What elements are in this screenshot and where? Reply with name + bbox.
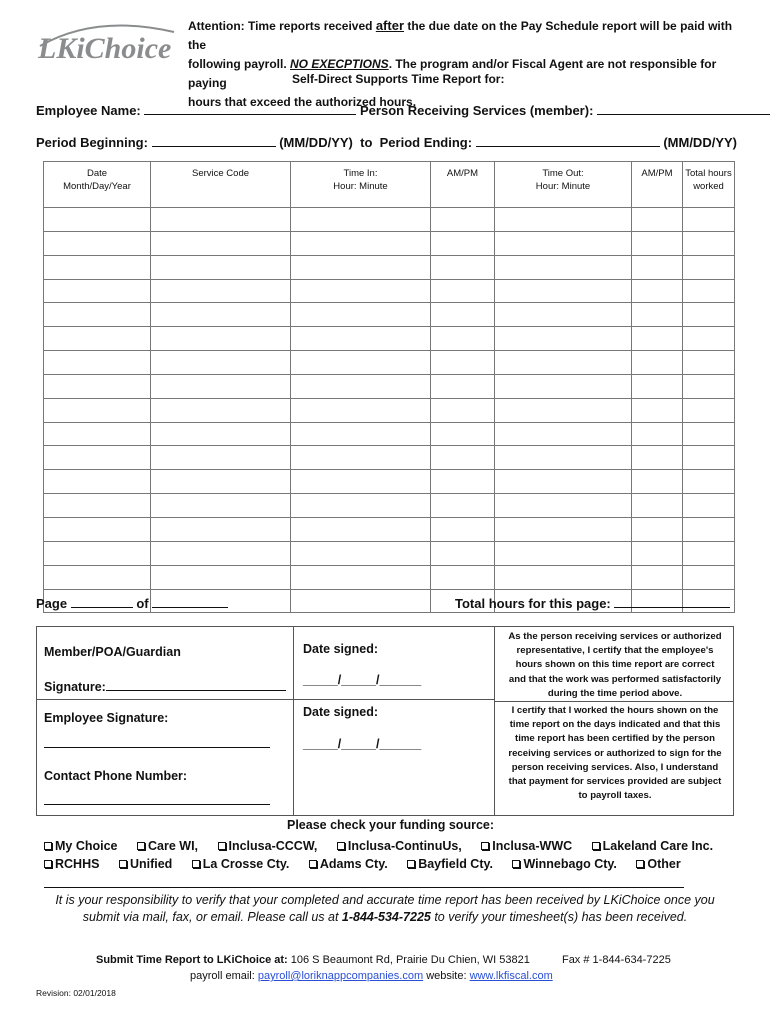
table-cell[interactable] (44, 517, 151, 541)
funding-option-adams[interactable]: Adams Cty. (309, 857, 388, 871)
table-cell[interactable] (151, 446, 291, 470)
table-cell[interactable] (291, 541, 431, 565)
checkbox-icon[interactable] (192, 860, 200, 868)
table-cell[interactable] (683, 279, 735, 303)
signature-divider-1 (293, 627, 294, 815)
table-cell[interactable] (44, 231, 151, 255)
time-entry-rows (44, 208, 735, 613)
header-total-hours: Total hours worked (683, 162, 735, 208)
table-cell[interactable] (44, 303, 151, 327)
contact-phone-field[interactable] (44, 804, 270, 805)
table-cell[interactable] (495, 327, 632, 351)
member-poa-guardian-label: Member/POA/Guardian (44, 645, 181, 659)
table-cell[interactable] (44, 208, 151, 232)
table-row (44, 446, 735, 470)
table-cell[interactable] (431, 446, 495, 470)
table-row (44, 470, 735, 494)
table-cell[interactable] (632, 565, 683, 589)
lkichoice-logo (36, 22, 176, 62)
time-entry-table (43, 161, 735, 613)
table-cell[interactable] (632, 303, 683, 327)
table-cell[interactable] (431, 374, 495, 398)
funding-option-inclusa-continuus[interactable]: Inclusa-ContinuUs, (337, 839, 462, 853)
table-cell[interactable] (431, 255, 495, 279)
table-cell[interactable] (44, 279, 151, 303)
employee-name-field[interactable] (144, 103, 356, 115)
table-cell[interactable] (44, 565, 151, 589)
table-cell[interactable] (683, 470, 735, 494)
email-link[interactable]: payroll@loriknappcompanies.com (257, 970, 424, 982)
table-cell[interactable] (431, 208, 495, 232)
table-cell[interactable] (44, 541, 151, 565)
table-cell[interactable] (683, 446, 735, 470)
period-fields-row (36, 135, 737, 150)
total-hours-label: Total hours for this page: (455, 596, 611, 611)
table-cell[interactable] (495, 208, 632, 232)
table-row (44, 279, 735, 303)
table-cell[interactable] (495, 565, 632, 589)
funding-divider (44, 887, 684, 888)
table-cell[interactable] (495, 422, 632, 446)
table-cell[interactable] (291, 422, 431, 446)
table-cell[interactable] (44, 494, 151, 518)
period-ending-label: Period Ending: (379, 135, 473, 150)
header-am-pm-out: AM/PM (632, 162, 683, 208)
table-cell[interactable] (632, 398, 683, 422)
table-cell[interactable] (683, 494, 735, 518)
table-cell[interactable] (632, 470, 683, 494)
to-label: to (360, 135, 373, 150)
phone-number: 1-844-534-7225 (341, 910, 431, 924)
table-cell[interactable] (44, 446, 151, 470)
employee-certification: I certify that I worked the hours shown on the time report on the days indicated and that this time report has been certified by the person receiving services or authorized to sign for the person receiving services. Also, I understand that payment for services provided are subject to payroll taxes. (508, 705, 722, 802)
employee-signature-field[interactable] (44, 747, 270, 748)
funding-row-2 (44, 857, 697, 871)
period-beginning-label: Period Beginning: (36, 135, 148, 150)
funding-row-1 (44, 839, 729, 853)
table-cell[interactable] (495, 231, 632, 255)
table-cell[interactable] (495, 398, 632, 422)
signature-section (36, 626, 734, 816)
verification-notice: It is your responsibility to verify that your completed and accurate time report has been received by LKiChoice once you submit via mail, fax, or email. Please call us at 1-844-534-7225 to verify your timesheet(s) has been received. (55, 893, 715, 924)
submit-label: Submit Time Report to LKiChoice at: (96, 954, 288, 966)
period-beginning-field[interactable] (152, 135, 276, 147)
table-row (44, 255, 735, 279)
table-cell[interactable] (683, 565, 735, 589)
table-cell[interactable] (151, 494, 291, 518)
table-cell[interactable] (431, 565, 495, 589)
table-cell[interactable] (431, 470, 495, 494)
table-cell[interactable] (151, 470, 291, 494)
table-cell[interactable] (495, 517, 632, 541)
attention-line-3: hours that exceed the authorized hours. (188, 95, 417, 109)
table-row (44, 231, 735, 255)
page-counter (36, 596, 228, 611)
table-row (44, 398, 735, 422)
funding-option-winnebago[interactable]: Winnebago Cty. (512, 857, 616, 871)
funding-option-other[interactable]: Other (636, 857, 680, 871)
table-cell[interactable] (151, 374, 291, 398)
table-cell[interactable] (431, 279, 495, 303)
signature-row-divider (37, 699, 494, 700)
page-total-field[interactable] (152, 596, 228, 608)
table-cell[interactable] (291, 208, 431, 232)
table-row (44, 351, 735, 375)
of-label: of (136, 596, 149, 611)
checkbox-icon[interactable] (137, 842, 145, 850)
table-cell[interactable] (632, 517, 683, 541)
date-signed-label-2: Date signed: (303, 705, 379, 719)
total-hours-field[interactable] (614, 596, 730, 608)
table-cell[interactable] (683, 422, 735, 446)
member-signature-row (44, 679, 286, 694)
attention-notice (188, 16, 748, 112)
table-cell[interactable] (151, 303, 291, 327)
member-certification: As the person receiving services or authorized representative, I certify that the employee's hours shown on this time report are correct and that the work was performed satisfactorily during the time period above. (508, 631, 722, 699)
funding-source-title: Please check your funding source: (287, 818, 495, 832)
table-cell[interactable] (495, 541, 632, 565)
table-cell[interactable] (431, 398, 495, 422)
header-service-code: Service Code (151, 162, 291, 208)
table-cell[interactable] (44, 398, 151, 422)
member-date-field[interactable]: _____/_____/______ (303, 673, 422, 687)
table-row (44, 422, 735, 446)
table-row (44, 303, 735, 327)
name-fields-row (36, 103, 770, 118)
table-cell[interactable] (683, 208, 735, 232)
table-cell[interactable] (151, 541, 291, 565)
checkbox-icon[interactable] (309, 860, 317, 868)
member-signature-label: Signature: (44, 680, 106, 694)
table-row (44, 208, 735, 232)
table-cell[interactable] (291, 327, 431, 351)
table-cell[interactable] (151, 255, 291, 279)
table-cell[interactable] (44, 422, 151, 446)
member-signature-field[interactable] (106, 679, 286, 691)
table-row (44, 541, 735, 565)
table-cell[interactable] (151, 327, 291, 351)
table-cell[interactable] (632, 541, 683, 565)
website-label: website: (426, 970, 467, 982)
table-cell[interactable] (151, 517, 291, 541)
funding-option-inclusa-cccw[interactable]: Inclusa-CCCW, (218, 839, 318, 853)
table-cell[interactable] (44, 470, 151, 494)
table-cell[interactable] (683, 255, 735, 279)
table-cell[interactable] (291, 470, 431, 494)
table-cell[interactable] (151, 279, 291, 303)
email-label: payroll email: (190, 970, 255, 982)
table-row (44, 494, 735, 518)
table-cell[interactable] (683, 517, 735, 541)
table-cell[interactable] (431, 494, 495, 518)
table-cell[interactable] (291, 303, 431, 327)
header-time-in: Time In: Hour: Minute (291, 162, 431, 208)
date-format-hint-2: (MM/DD/YY) (663, 135, 737, 150)
header-am-pm-in: AM/PM (431, 162, 495, 208)
table-cell[interactable] (431, 422, 495, 446)
header-time-out: Time Out: Hour: Minute (495, 162, 632, 208)
checkbox-icon[interactable] (407, 860, 415, 868)
checkbox-icon[interactable] (44, 860, 52, 868)
submit-address (96, 954, 671, 966)
table-cell[interactable] (291, 494, 431, 518)
table-cell[interactable] (44, 327, 151, 351)
table-cell[interactable] (632, 351, 683, 375)
table-cell[interactable] (431, 327, 495, 351)
logo-text: LKiChoice (38, 32, 172, 62)
checkbox-icon[interactable] (592, 842, 600, 850)
checkbox-icon[interactable] (636, 860, 644, 868)
employee-date-field[interactable]: _____/_____/______ (303, 737, 422, 751)
table-cell[interactable] (151, 231, 291, 255)
page-hours-total (455, 596, 730, 611)
table-cell[interactable] (291, 255, 431, 279)
table-cell[interactable] (632, 279, 683, 303)
table-cell[interactable] (495, 374, 632, 398)
funding-option-rchhs[interactable]: RCHHS (44, 857, 99, 871)
checkbox-icon[interactable] (481, 842, 489, 850)
funding-option-la-crosse[interactable]: La Crosse Cty. (192, 857, 290, 871)
contact-phone-label: Contact Phone Number: (44, 769, 188, 783)
table-cell[interactable] (632, 231, 683, 255)
signature-divider-2 (494, 627, 495, 815)
table-cell[interactable] (44, 255, 151, 279)
checkbox-icon[interactable] (44, 842, 52, 850)
table-cell[interactable] (683, 374, 735, 398)
contact-links (190, 970, 553, 982)
mailing-address: 106 S Beaumont Rd, Prairie Du Chien, WI 53821 (290, 954, 530, 966)
page-label: Page (36, 596, 68, 611)
table-cell[interactable] (495, 279, 632, 303)
table-cell[interactable] (291, 398, 431, 422)
funding-option-unified[interactable]: Unified (119, 857, 172, 871)
table-cell[interactable] (683, 231, 735, 255)
table-cell[interactable] (291, 565, 431, 589)
checkbox-icon[interactable] (218, 842, 226, 850)
table-cell[interactable] (44, 351, 151, 375)
logo-graphic (36, 22, 176, 62)
checkbox-icon[interactable] (119, 860, 127, 868)
header-date: Date Month/Day/Year (44, 162, 151, 208)
table-cell[interactable] (495, 303, 632, 327)
table-cell[interactable] (632, 327, 683, 351)
table-cell[interactable] (683, 398, 735, 422)
table-cell[interactable] (632, 494, 683, 518)
member-name-label: Person Receiving Services (member): (360, 103, 594, 118)
table-cell[interactable] (632, 208, 683, 232)
date-format-hint-1: (MM/DD/YY) (279, 135, 353, 150)
page-number-field[interactable] (71, 596, 133, 608)
checkbox-icon[interactable] (512, 860, 520, 868)
table-cell[interactable] (44, 374, 151, 398)
funding-option-inclusa-wwc[interactable]: Inclusa-WWC (481, 839, 572, 853)
table-cell[interactable] (431, 303, 495, 327)
funding-option-care-wi[interactable]: Care WI, (137, 839, 198, 853)
table-cell[interactable] (291, 231, 431, 255)
table-cell[interactable] (291, 374, 431, 398)
table-cell[interactable] (683, 541, 735, 565)
table-cell[interactable] (495, 494, 632, 518)
period-ending-field[interactable] (476, 135, 660, 147)
website-link[interactable]: www.lkfiscal.com (469, 970, 553, 982)
table-cell[interactable] (151, 351, 291, 375)
date-signed-label-1: Date signed: (303, 642, 379, 656)
table-row (44, 517, 735, 541)
table-cell[interactable] (683, 351, 735, 375)
attention-line-2: following payroll. NO EXECPTIONS. The program and/or Fiscal Agent are not responsible for paying (188, 57, 717, 90)
employee-name-label: Employee Name: (36, 103, 141, 118)
table-cell[interactable] (495, 446, 632, 470)
table-cell[interactable] (151, 565, 291, 589)
revision-date: Revision: 02/01/2018 (36, 988, 116, 998)
table-header-row (44, 162, 735, 208)
table-row (44, 327, 735, 351)
table-cell[interactable] (431, 541, 495, 565)
table-cell[interactable] (495, 255, 632, 279)
table-cell[interactable] (495, 470, 632, 494)
table-cell[interactable] (151, 422, 291, 446)
table-cell[interactable] (632, 446, 683, 470)
attention-line-1: Attention: Time reports received after the due date on the Pay Schedule report will be paid with the (188, 18, 733, 52)
funding-option-my-choice[interactable]: My Choice (44, 839, 118, 853)
table-cell[interactable] (291, 517, 431, 541)
table-cell[interactable] (291, 351, 431, 375)
table-cell[interactable] (291, 279, 431, 303)
table-cell[interactable] (632, 422, 683, 446)
table-cell[interactable] (632, 255, 683, 279)
table-row (44, 565, 735, 589)
table-cell[interactable] (291, 589, 431, 613)
table-cell[interactable] (151, 208, 291, 232)
table-row (44, 374, 735, 398)
table-cell[interactable] (632, 374, 683, 398)
table-cell[interactable] (495, 351, 632, 375)
table-cell[interactable] (431, 517, 495, 541)
table-cell[interactable] (431, 351, 495, 375)
checkbox-icon[interactable] (337, 842, 345, 850)
table-cell[interactable] (431, 231, 495, 255)
table-cell[interactable] (683, 327, 735, 351)
employee-signature-label: Employee Signature: (44, 711, 169, 725)
funding-option-lakeland-care[interactable]: Lakeland Care Inc. (592, 839, 713, 853)
fax-number: Fax # 1-844-634-7225 (561, 954, 671, 966)
table-cell[interactable] (683, 303, 735, 327)
cert-row-divider (494, 701, 734, 702)
table-cell[interactable] (151, 398, 291, 422)
funding-option-bayfield[interactable]: Bayfield Cty. (407, 857, 493, 871)
table-cell[interactable] (291, 446, 431, 470)
member-name-field[interactable] (597, 103, 770, 115)
form-subtitle: Self-Direct Supports Time Report for: (292, 72, 505, 86)
